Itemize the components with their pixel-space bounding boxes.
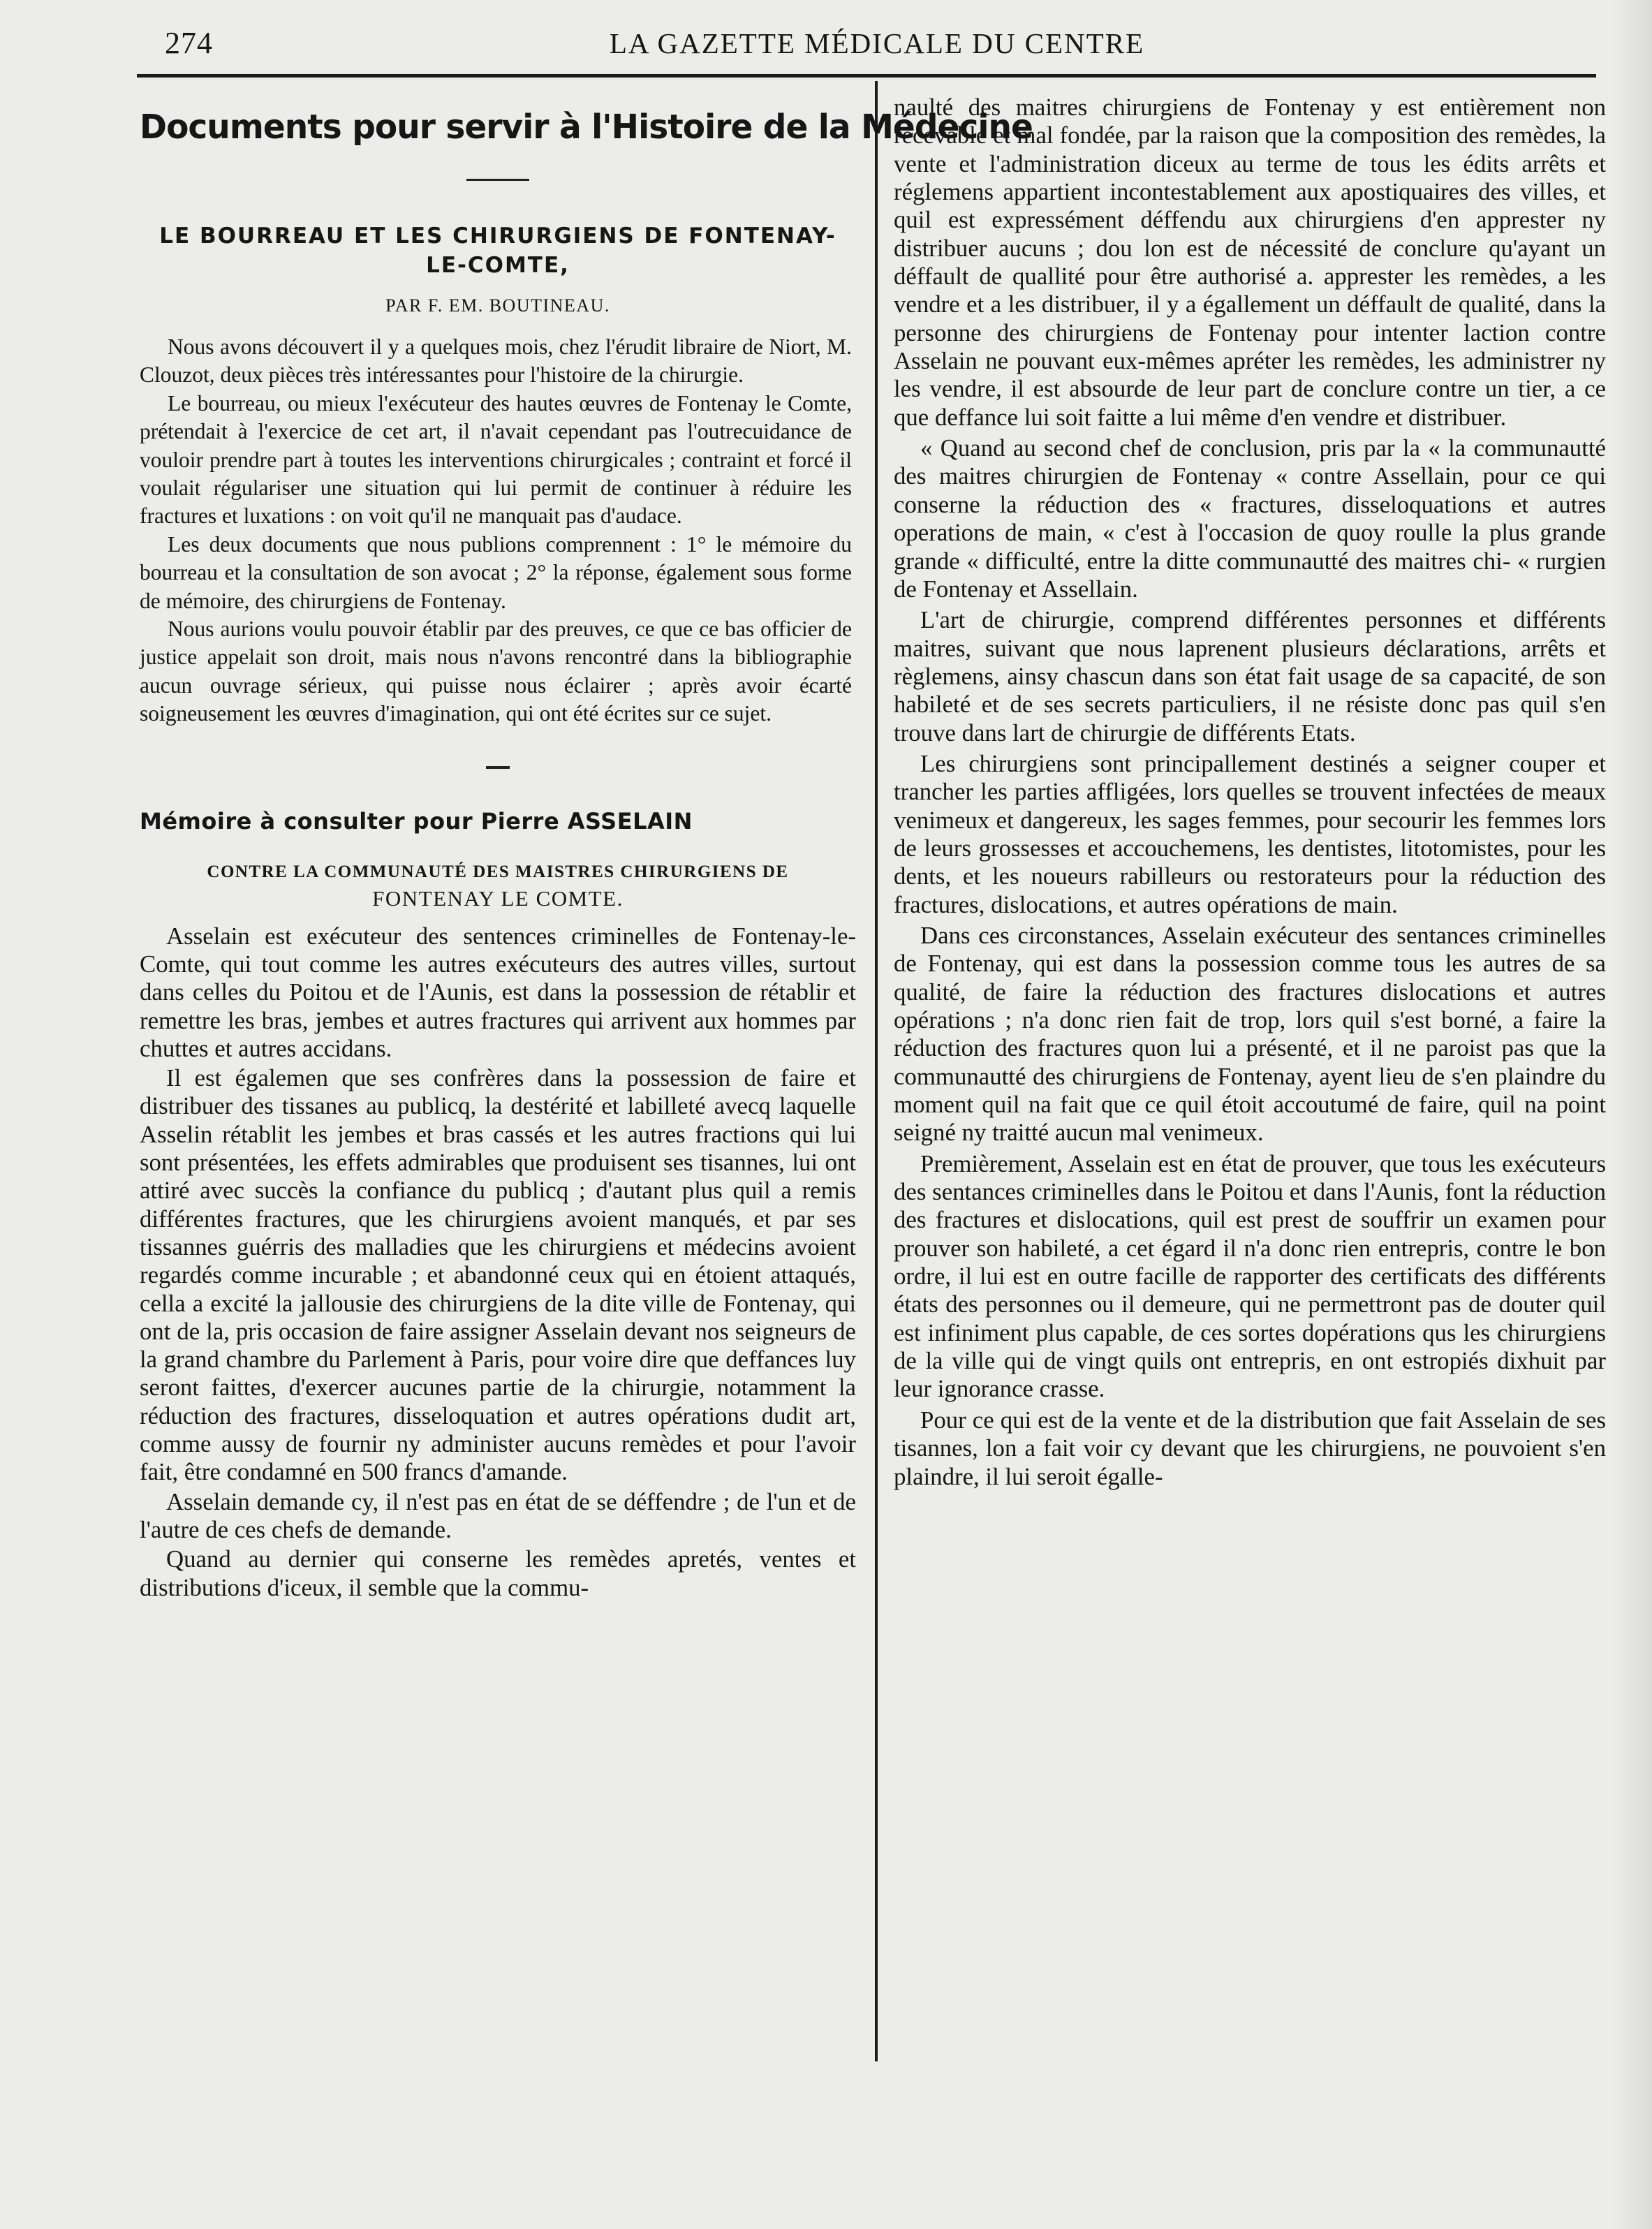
intro-paragraph: Les deux documents que nous publions comprennent : 1° le mémoire du bourreau et la consultation de son avocat ; 2° la réponse, également sous forme de mémoire, des chirurgiens de Fontenay. bbox=[140, 531, 852, 613]
intro-paragraph: Le bourreau, ou mieux l'exécuteur des hautes œuvres de Fontenay le Comte, prétendait à l'exercice de cet art, il n'avait cependant pas l'outrecuidance de vouloir prendre part à toutes les interventions chirurgicales ; contraint et forcé il voulait régulariser une situation qui lui permit de continuer à réduire les fractures et luxations : on voit qu'il ne manquait pas d'audace. bbox=[140, 390, 852, 529]
header-rule bbox=[137, 74, 1596, 78]
memoire-subtitle: CONTRE LA COMMUNAUTÉ DES MAISTRES CHIRURGIENS DE bbox=[207, 862, 789, 881]
right-column bbox=[894, 94, 1606, 1491]
body-paragraph: naulté des maitres chirurgiens de Fontenay y est entièrement non recevable et mal fondée, par la raison que la composition des remèdes, la vente et l'administration diceux au terme de tous les édits arrêts et réglemens appartient incontestablement aux apostiquaires des villes, et quil est expressément déffendu aux chirurgiens d'en apprester ny distribuer aucuns ; dou lon est de nécessité de conclure qu'ayant un déffault de quallité pour être authorisé a. apprester les remèdes, a les vendre et a les distribuer, il y a égallement un déffault de qualité, dans la personne des chirurgiens de Fontenay pour intenter laction contre Asselain ne pouvant eux-mêmes apréter les remèdes, les administrer ny les vendre, il est absourde de leur part de conclure contre un tier, a ce que deffance lui soit faitte a lui même d'en vendre et distribuer. bbox=[894, 94, 1606, 431]
body-paragraph: Quand au dernier qui conserne les remèdes apretés, ventes et distributions d'iceux, il semble que la commu- bbox=[140, 1545, 856, 1601]
intro-paragraph: Nous aurions voulu pouvoir établir par des preuves, ce que ce bas officier de justice appelait son droit, mais nous n'avons rencontré dans la bibliographie aucun ouvrage sérieux, qui puisse nous éclairer ; après avoir écarté soigneusement les œuvres d'imagination, qui ont été écrites sur ce sujet. bbox=[140, 617, 852, 726]
body-paragraph: Les chirurgiens sont principallement destinés a seigner couper et trancher les parties affligées, lors quelles se trouvent infectées de meaux venimeux et dangereux, les sages femmes, pour secourir les femmes lors de leurs grossesses et accouchemens, les dentistes, litotomistes, pour les dents, et les noueurs rabilleurs ou restorateurs pour la réduction des fractures, dislocations, et autres opérations de main. bbox=[894, 749, 1606, 918]
memoire-title: Mémoire à consulter pour Pierre ASSELAIN bbox=[140, 807, 693, 834]
body-paragraph: Dans ces circonstances, Asselain exécuteur des sentances criminelles de Fontenay, qui est dans la possession comme tous les autres de sa qualité, de faire la réduction des fractures dislocations et autres opérations ; n'a donc rien fait de trop, lors quil s'est borné, a faire la réduction des fractures quon lui a présenté, et il ne paroist pas que la communautté des chirurgiens de Fontenay, ayent lieu de s'en plaindre du moment quil na fait que ce quil étoit accoutumé de faire, quil na point seigné ny traitté aucun mal venimeux. bbox=[894, 921, 1606, 1147]
separator-rule bbox=[486, 766, 510, 769]
page-number: 274 bbox=[165, 26, 213, 60]
body-paragraph: Pour ce qui est de la vente et de la distribution que fait Asselain de ses tisannes, lon a fait voir cy devant que les chirurgiens, ne pouvoient s'en plaindre, il lui seroit égalle- bbox=[894, 1406, 1606, 1490]
article-title: LE BOURREAU ET LES CHIRURGIENS DE FONTENAY-LE-COMTE, bbox=[159, 223, 836, 278]
section-title: Documents pour servir à l'Histoire de la Médecine bbox=[140, 108, 1033, 147]
memoire-subtitle-place: FONTENAY LE COMTE. bbox=[372, 885, 624, 911]
left-column bbox=[140, 99, 1033, 1602]
body-paragraph: L'art de chirurgie, comprend différentes personnes et différents maitres, suivant que nous laprenent plusieurs déclarations, arrêts et règlemens, ainsy chascun dans son état fait usage de sa capacité, de son habileté et de ses secrets particuliers, il ne résiste donc pas quil s'en trouve dans lart de chirurgie de différents Etats. bbox=[894, 606, 1606, 746]
title-rule bbox=[466, 179, 529, 181]
body-paragraph: Premièrement, Asselain est en état de prouver, que tous les exécuteurs des sentances criminelles dans le Poitou et dans l'Aunis, font la réduction des fractures et dislocations, quil est prest de souffrir un examen pour prouver son habileté, a cet égard il n'a donc rien entrepris, contre le bon ordre, il lui est en outre facille de rapporter des certificats des différents états des personnes ou il demeure, qui ne permettront pas de douter quil est infiniment plus capable, de ces sortes dopérations qus les chirurgiens de la ville qui de vingt quils ont entrepris, en ont estropiés dixhuit par leur ignorance crasse. bbox=[894, 1149, 1606, 1403]
page-header bbox=[165, 25, 1589, 67]
memoire-body-left bbox=[140, 922, 856, 1602]
body-paragraph: Asselain est exécuteur des sentences criminelles de Fontenay-le-Comte, qui tout comme les autres exécuteurs des autres villes, surtout dans celles du Poitou et de l'Aunis, est dans la possession de rétablir et remettre les bras, jembes et autres fractures qui arrivent aux hommes par chuttes et autres accidans. bbox=[140, 922, 856, 1062]
body-paragraph: Il est égalemen que ses confrères dans la possession de faire et distribuer des tissanes au publicq, la destérité et labilleté avecq laquelle Asselin rétablit les jembes et bras cassés et les autres fractions qui lui sont présentées, les effets admirables que produisent ses tisannes, lui ont attiré avec succès la confiance du publicq ; d'autant plus quil a remis différentes fractures, que les chirurgiens avoient manqués, et par ses tissannes guérris des malladies que les chirurgiens et médecins avoient regardés comme incurable ; et abandonné ceux qui en étoient attaqués, cella a excité la jallousie des chirurgiens de la dite ville de Fontenay, qui ont de la, pris occasion de faire assigner Asselain devant nos seigneurs de la grand chambre du Parlement à Paris, pour voire dire que deffances luy seront faittes, d'exercer aucunes partie de la chirurgie, notamment la réduction des fractures, disseloquation et autres opérations dudit art, comme aussy de fournir ny administer aucuns remèdes et pour l'avoir fait, être condamné en 500 francs d'amande. bbox=[140, 1064, 856, 1486]
intro-paragraph: Nous avons découvert il y a quelques mois, chez l'érudit libraire de Niort, M. Clouzot, deux pièces très intéressantes pour l'histoire de la chirurgie. bbox=[140, 334, 852, 388]
body-paragraph: « Quand au second chef de conclusion, pris par la « la communautté des maitres chirurgien de Fontenay « contre Assellain, pour ce qui conserne la réduction des « fractures, disseloquations et autres operations de main, « c'est à l'occasion de quoy roulle la plus grande grande « difficulté, entre la ditte communautté des maitres chi- « rurgien de Fontenay et Assellain. bbox=[894, 434, 1606, 603]
intro-text bbox=[140, 333, 856, 728]
byline: PAR F. EM. BOUTINEAU. bbox=[385, 295, 610, 316]
column-divider bbox=[875, 81, 878, 2061]
running-title: LA GAZETTE MÉDICALE DU CENTRE bbox=[609, 27, 1145, 59]
body-paragraph: Asselain demande cy, il n'est pas en état de se déffendre ; de l'un et de l'autre de ces chefs de demande. bbox=[140, 1487, 856, 1543]
memoire-body-right bbox=[894, 94, 1606, 1491]
scan-shadow bbox=[1613, 0, 1652, 2229]
